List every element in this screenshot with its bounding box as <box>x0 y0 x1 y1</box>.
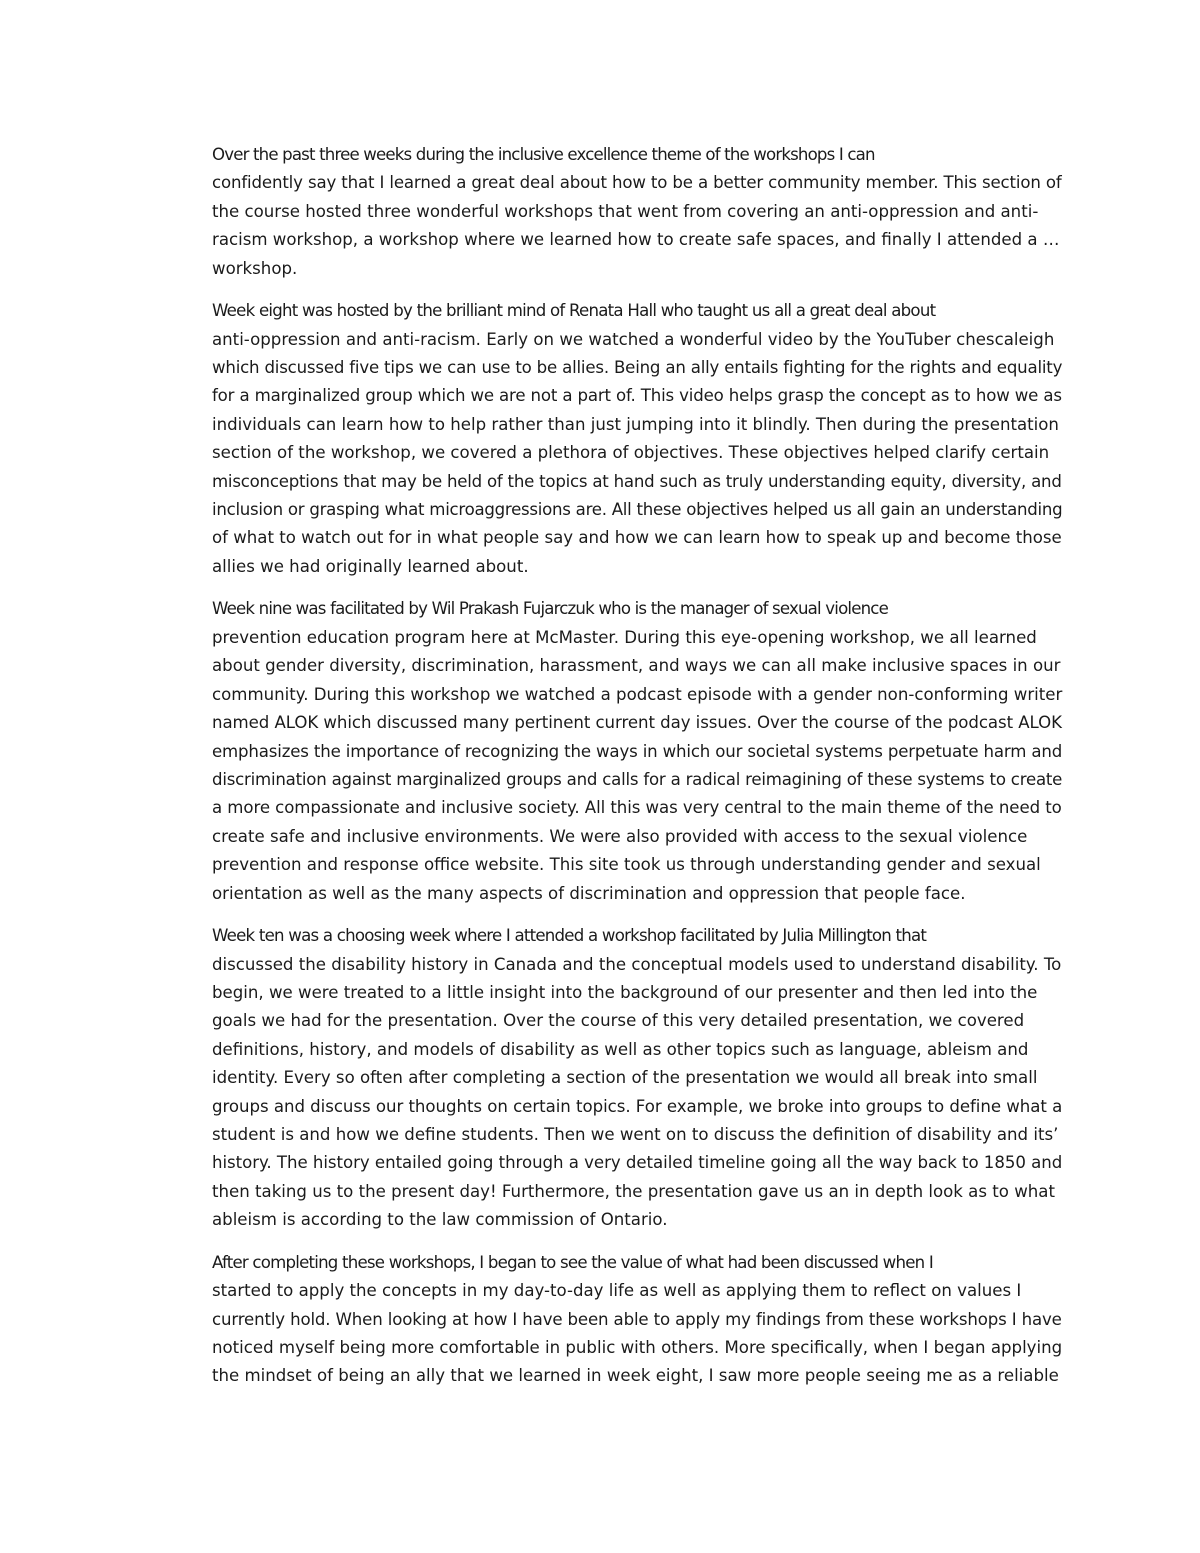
text-line: create safe and inclusive environments. We were also provided with access to the sexual violence <box>212 826 1028 846</box>
text-line: a more compassionate and inclusive society. All this was very central to the main theme of the need to <box>212 798 1062 818</box>
text-line: identity. Every so often after completing a section of the presentation we would all break into small <box>212 1068 1038 1088</box>
text-line: prevention and response office website. This site took us through understanding gender and sexual <box>212 855 1041 875</box>
text-line: of what to watch out for in what people say and how we can learn how to speak up and become those <box>212 528 1062 548</box>
text-line: prevention education program here at McMaster. During this eye-opening workshop, we all learned <box>212 627 1037 647</box>
text-line: anti-oppression and anti-racism. Early on we watched a wonderful video by the YouTuber chescaleigh <box>212 329 1055 349</box>
text-line: noticed myself being more comfortable in public with others. More specifically, when I began applying <box>212 1338 1063 1357</box>
text-line: emphasizes the importance of recognizing the ways in which our societal systems perpetuate harm and <box>212 741 1063 761</box>
text-line: community. During this workshop we watched a podcast episode with a gender non-conforming writer <box>212 684 1063 704</box>
text-line: history. The history entailed going through a very detailed timeline going all the way back to 1850 and <box>212 1153 1063 1173</box>
text-line: section of the workshop, we covered a plethora of objectives. These objectives helped clarify certain <box>212 443 1050 463</box>
document-paragraph <box>140 1249 1062 1391</box>
document-paragraph <box>140 297 1062 581</box>
text-line: ableism is according to the law commission of Ontario. <box>212 1210 668 1230</box>
text-line: the mindset of being an ally that we learned in week eight, I saw more people seeing me as a reliable <box>212 1366 1059 1386</box>
text-line: Week ten was a choosing week where I attended a workshop facilitated by Julia Millington that <box>212 926 927 946</box>
text-line: Week eight was hosted by the brilliant mind of Renata Hall who taught us all a great deal about <box>212 301 936 321</box>
text-line: Week nine was facilitated by Wil Prakash Fujarczuk who is the manager of sexual violence <box>212 599 888 619</box>
text-line: which discussed five tips we can use to be allies. Being an ally entails fighting for the rights and equality <box>212 358 1063 378</box>
text-line: racism workshop, a workshop where we learned how to create safe spaces, and finally I attended a … <box>212 230 1060 250</box>
text-line: goals we had for the presentation. Over the course of this very detailed presentation, we covered <box>212 1011 1025 1031</box>
text-line: about gender diversity, discrimination, harassment, and ways we can all make inclusive spaces in our <box>212 656 1061 676</box>
text-line: individuals can learn how to help rather than just jumping into it blindly. Then during the presentation <box>212 414 1059 434</box>
text-line: definitions, history, and models of disability as well as other topics such as language, ableism and <box>212 1039 1029 1059</box>
text-line: groups and discuss our thoughts on certain topics. For example, we broke into groups to define what a <box>212 1096 1063 1116</box>
text-line: currently hold. When looking at how I have been able to apply my findings from these workshops I have <box>212 1309 1062 1329</box>
text-line: discrimination against marginalized groups and calls for a radical reimagining of these systems to create <box>212 769 1063 789</box>
document-paragraph <box>140 141 1062 283</box>
text-line: After completing these workshops, I began to see the value of what had been discussed when I <box>212 1252 933 1272</box>
document-paragraph <box>140 595 1062 907</box>
text-line: workshop. <box>212 258 298 278</box>
text-line: misconceptions that may be held of the topics at hand such as truly understanding equity, diversity, and <box>212 471 1062 491</box>
text-line: then taking us to the present day! Furthermore, the presentation gave us an in depth look as to what <box>212 1181 1055 1201</box>
text-line: for a marginalized group which we are not a part of. This video helps grasp the concept as to how we as <box>212 386 1062 406</box>
text-line: the course hosted three wonderful workshops that went from covering an anti-oppression and anti- <box>212 201 1039 221</box>
text-line: allies we had originally learned about. <box>212 556 529 576</box>
document-paragraph <box>140 922 1062 1234</box>
text-line: student is and how we define students. Then we went on to discuss the definition of disability and its’ <box>212 1124 1059 1144</box>
text-line: orientation as well as the many aspects of discrimination and oppression that people face. <box>212 883 966 903</box>
text-line: named ALOK which discussed many pertinent current day issues. Over the course of the podcast ALOK <box>212 713 1062 733</box>
text-line: confidently say that I learned a great deal about how to be a better community member. This section of <box>212 173 1062 193</box>
text-line: started to apply the concepts in my day-to-day life as well as applying them to reflect on values I <box>212 1281 1022 1301</box>
document-body <box>140 141 1062 1405</box>
text-line: inclusion or grasping what microaggressions are. All these objectives helped us all gain an understanding <box>212 500 1063 520</box>
text-line: begin, we were treated to a little insight into the background of our presenter and then led into the <box>212 982 1038 1002</box>
text-line: Over the past three weeks during the inclusive excellence theme of the workshops I can <box>212 145 875 164</box>
text-line: discussed the disability history in Canada and the conceptual models used to understand disability. To <box>212 954 1062 974</box>
